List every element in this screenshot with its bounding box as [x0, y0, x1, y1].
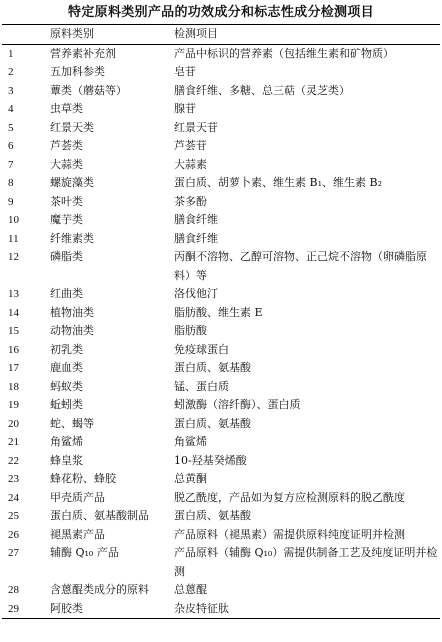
table-row — [2, 544, 440, 581]
row-category: 芦荟类 — [50, 139, 83, 152]
row-number: 11 — [8, 232, 19, 245]
table-row — [2, 600, 440, 619]
row-item: 杂皮特征肽 — [174, 601, 229, 615]
row-item: 红景天苷 — [174, 120, 218, 134]
table-header-row — [2, 25, 440, 45]
row-number: 19 — [8, 399, 19, 411]
row-number: 20 — [8, 417, 19, 430]
row-item: 蛋白质、氨基酸 — [174, 509, 251, 522]
row-category: 蕈类（蘑菇等） — [50, 83, 127, 97]
row-number: 6 — [8, 140, 14, 152]
row-number: 13 — [8, 288, 19, 300]
row-number: 25 — [8, 510, 19, 522]
row-number: 27 — [8, 547, 19, 559]
row-category: 褪黑素产品 — [50, 527, 105, 541]
table-row — [2, 82, 440, 101]
row-item: 脂肪酸 — [174, 324, 207, 337]
row-item: 蛋白质、氨基酸 — [174, 416, 251, 430]
table-row — [2, 63, 440, 82]
table-row — [2, 526, 440, 545]
row-item: 蚓激酶（溶纤酶）、蛋白质 — [174, 398, 301, 411]
row-category: 五加科参类 — [50, 65, 105, 78]
table-row — [2, 44, 440, 63]
row-category: 茶叶类 — [50, 194, 83, 208]
table-row — [2, 470, 440, 489]
table-row — [2, 211, 440, 230]
row-category: 营养素补充剂 — [50, 46, 116, 60]
row-item: 丙酮不溶物、乙醇可溶物、正己烷不溶物（卵磷脂原料）等 — [174, 250, 427, 282]
row-number: 18 — [8, 380, 19, 393]
table-row — [2, 100, 440, 119]
table-row — [2, 248, 440, 285]
row-category: 蚯蚓类 — [50, 398, 83, 411]
table-title: 特定原料类别产品的功效成分和标志性成分检测项目 — [68, 5, 374, 20]
row-item: 膳食纤维 — [174, 213, 218, 226]
row-category: 蛇、蝎等 — [50, 416, 94, 430]
row-category: 虫草类 — [50, 102, 83, 115]
row-number: 23 — [8, 473, 19, 485]
table-row — [2, 137, 440, 156]
table-row — [2, 174, 440, 193]
row-category: 初乳类 — [50, 342, 83, 356]
row-number: 5 — [8, 121, 14, 134]
row-category: 植物油类 — [50, 305, 94, 319]
row-category: 红景天类 — [50, 120, 94, 134]
row-category: 磷脂类 — [50, 250, 83, 263]
row-number: 15 — [8, 325, 19, 337]
row-item: 皂苷 — [174, 65, 196, 78]
row-number: 1 — [8, 47, 14, 60]
table-row — [2, 452, 440, 471]
row-category: 含蒽醌类成分的原料 — [50, 583, 149, 596]
row-item: 产品中标识的营养素（包括维生素和矿物质） — [174, 46, 394, 60]
row-item: 锰、蛋白质 — [174, 379, 229, 393]
row-item: 总黄酮 — [174, 472, 207, 485]
detection-items-table — [2, 24, 440, 619]
row-number: 4 — [8, 103, 14, 115]
row-category: 螺旋藻类 — [50, 176, 94, 189]
table-row — [2, 341, 440, 360]
header-item: 检测项目 — [174, 27, 218, 40]
row-item: 产品原料（辅酶 Q₁₀）需提供制备工艺及纯度证明并检测 — [174, 546, 438, 578]
table-row — [2, 433, 440, 452]
row-number: 29 — [8, 602, 19, 615]
row-item: 免疫球蛋白 — [174, 342, 229, 356]
table-row — [2, 156, 440, 175]
row-category: 蚂蚁类 — [50, 379, 83, 393]
row-category: 鹿血类 — [50, 361, 83, 374]
row-item: 蛋白质、胡萝卜素、维生素 B₁、维生素 B₂ — [174, 176, 382, 189]
row-item: 角鲨烯 — [174, 435, 207, 448]
row-category: 魔芋类 — [50, 213, 83, 226]
row-number: 14 — [8, 306, 19, 319]
table-row — [2, 359, 440, 378]
table-row — [2, 193, 440, 212]
row-item: 芦荟苷 — [174, 139, 207, 152]
row-number: 28 — [8, 584, 19, 596]
row-number: 8 — [8, 177, 14, 189]
row-category: 纤维素类 — [50, 231, 94, 245]
row-item: 洛伐他汀 — [174, 287, 218, 300]
row-number: 24 — [8, 491, 19, 504]
table-row — [2, 230, 440, 249]
row-category: 阿胶类 — [50, 601, 83, 615]
table-row — [2, 378, 440, 397]
row-number: 21 — [8, 436, 19, 448]
row-number: 16 — [8, 343, 19, 356]
row-item: 大蒜素 — [174, 157, 207, 171]
row-category: 蛋白质、氨基酸制品 — [50, 509, 149, 522]
row-item: 膳食纤维、多糖、总三萜（灵芝类） — [174, 83, 350, 97]
row-category: 甲壳质产品 — [50, 490, 105, 504]
row-number: 26 — [8, 528, 19, 541]
row-item: 产品原料（褪黑素）需提供原料纯度证明并检测 — [174, 527, 405, 541]
row-number: 12 — [8, 251, 19, 263]
row-item: 脂肪酸、维生素 E — [174, 305, 263, 319]
row-category: 红曲类 — [50, 287, 83, 300]
table-row — [2, 304, 440, 323]
row-item: 膳食纤维 — [174, 231, 218, 245]
row-number: 2 — [8, 66, 14, 78]
row-category: 蜂皇浆 — [50, 453, 83, 467]
table-row — [2, 322, 440, 341]
row-item: 蛋白质、氨基酸 — [174, 361, 251, 374]
row-item: 脱乙酰度，产品如为复方应检测原料的脱乙酰度 — [174, 490, 405, 504]
table-row — [2, 415, 440, 434]
row-item: 10-羟基癸烯酸 — [174, 453, 247, 467]
row-number: 3 — [8, 84, 14, 97]
table-row — [2, 119, 440, 138]
table-row — [2, 489, 440, 508]
table-row — [2, 396, 440, 415]
row-category: 辅酶 Q₁₀ 产品 — [50, 546, 119, 559]
row-number: 9 — [8, 195, 14, 208]
table-row — [2, 507, 440, 526]
row-number: 10 — [8, 214, 19, 226]
row-item: 总蒽醌 — [174, 583, 207, 596]
row-number: 7 — [8, 158, 14, 171]
table-row — [2, 581, 440, 600]
table-row — [2, 285, 440, 304]
row-category: 大蒜类 — [50, 157, 83, 171]
row-category: 角鲨烯 — [50, 435, 83, 448]
header-number — [2, 25, 44, 45]
row-category: 动物油类 — [50, 324, 94, 337]
row-item: 茶多酚 — [174, 194, 207, 208]
row-item: 腺苷 — [174, 102, 196, 115]
row-category: 蜂花粉、蜂胶 — [50, 472, 116, 485]
row-number: 17 — [8, 362, 19, 374]
row-number: 22 — [8, 454, 19, 467]
header-category: 原料类别 — [50, 27, 94, 40]
